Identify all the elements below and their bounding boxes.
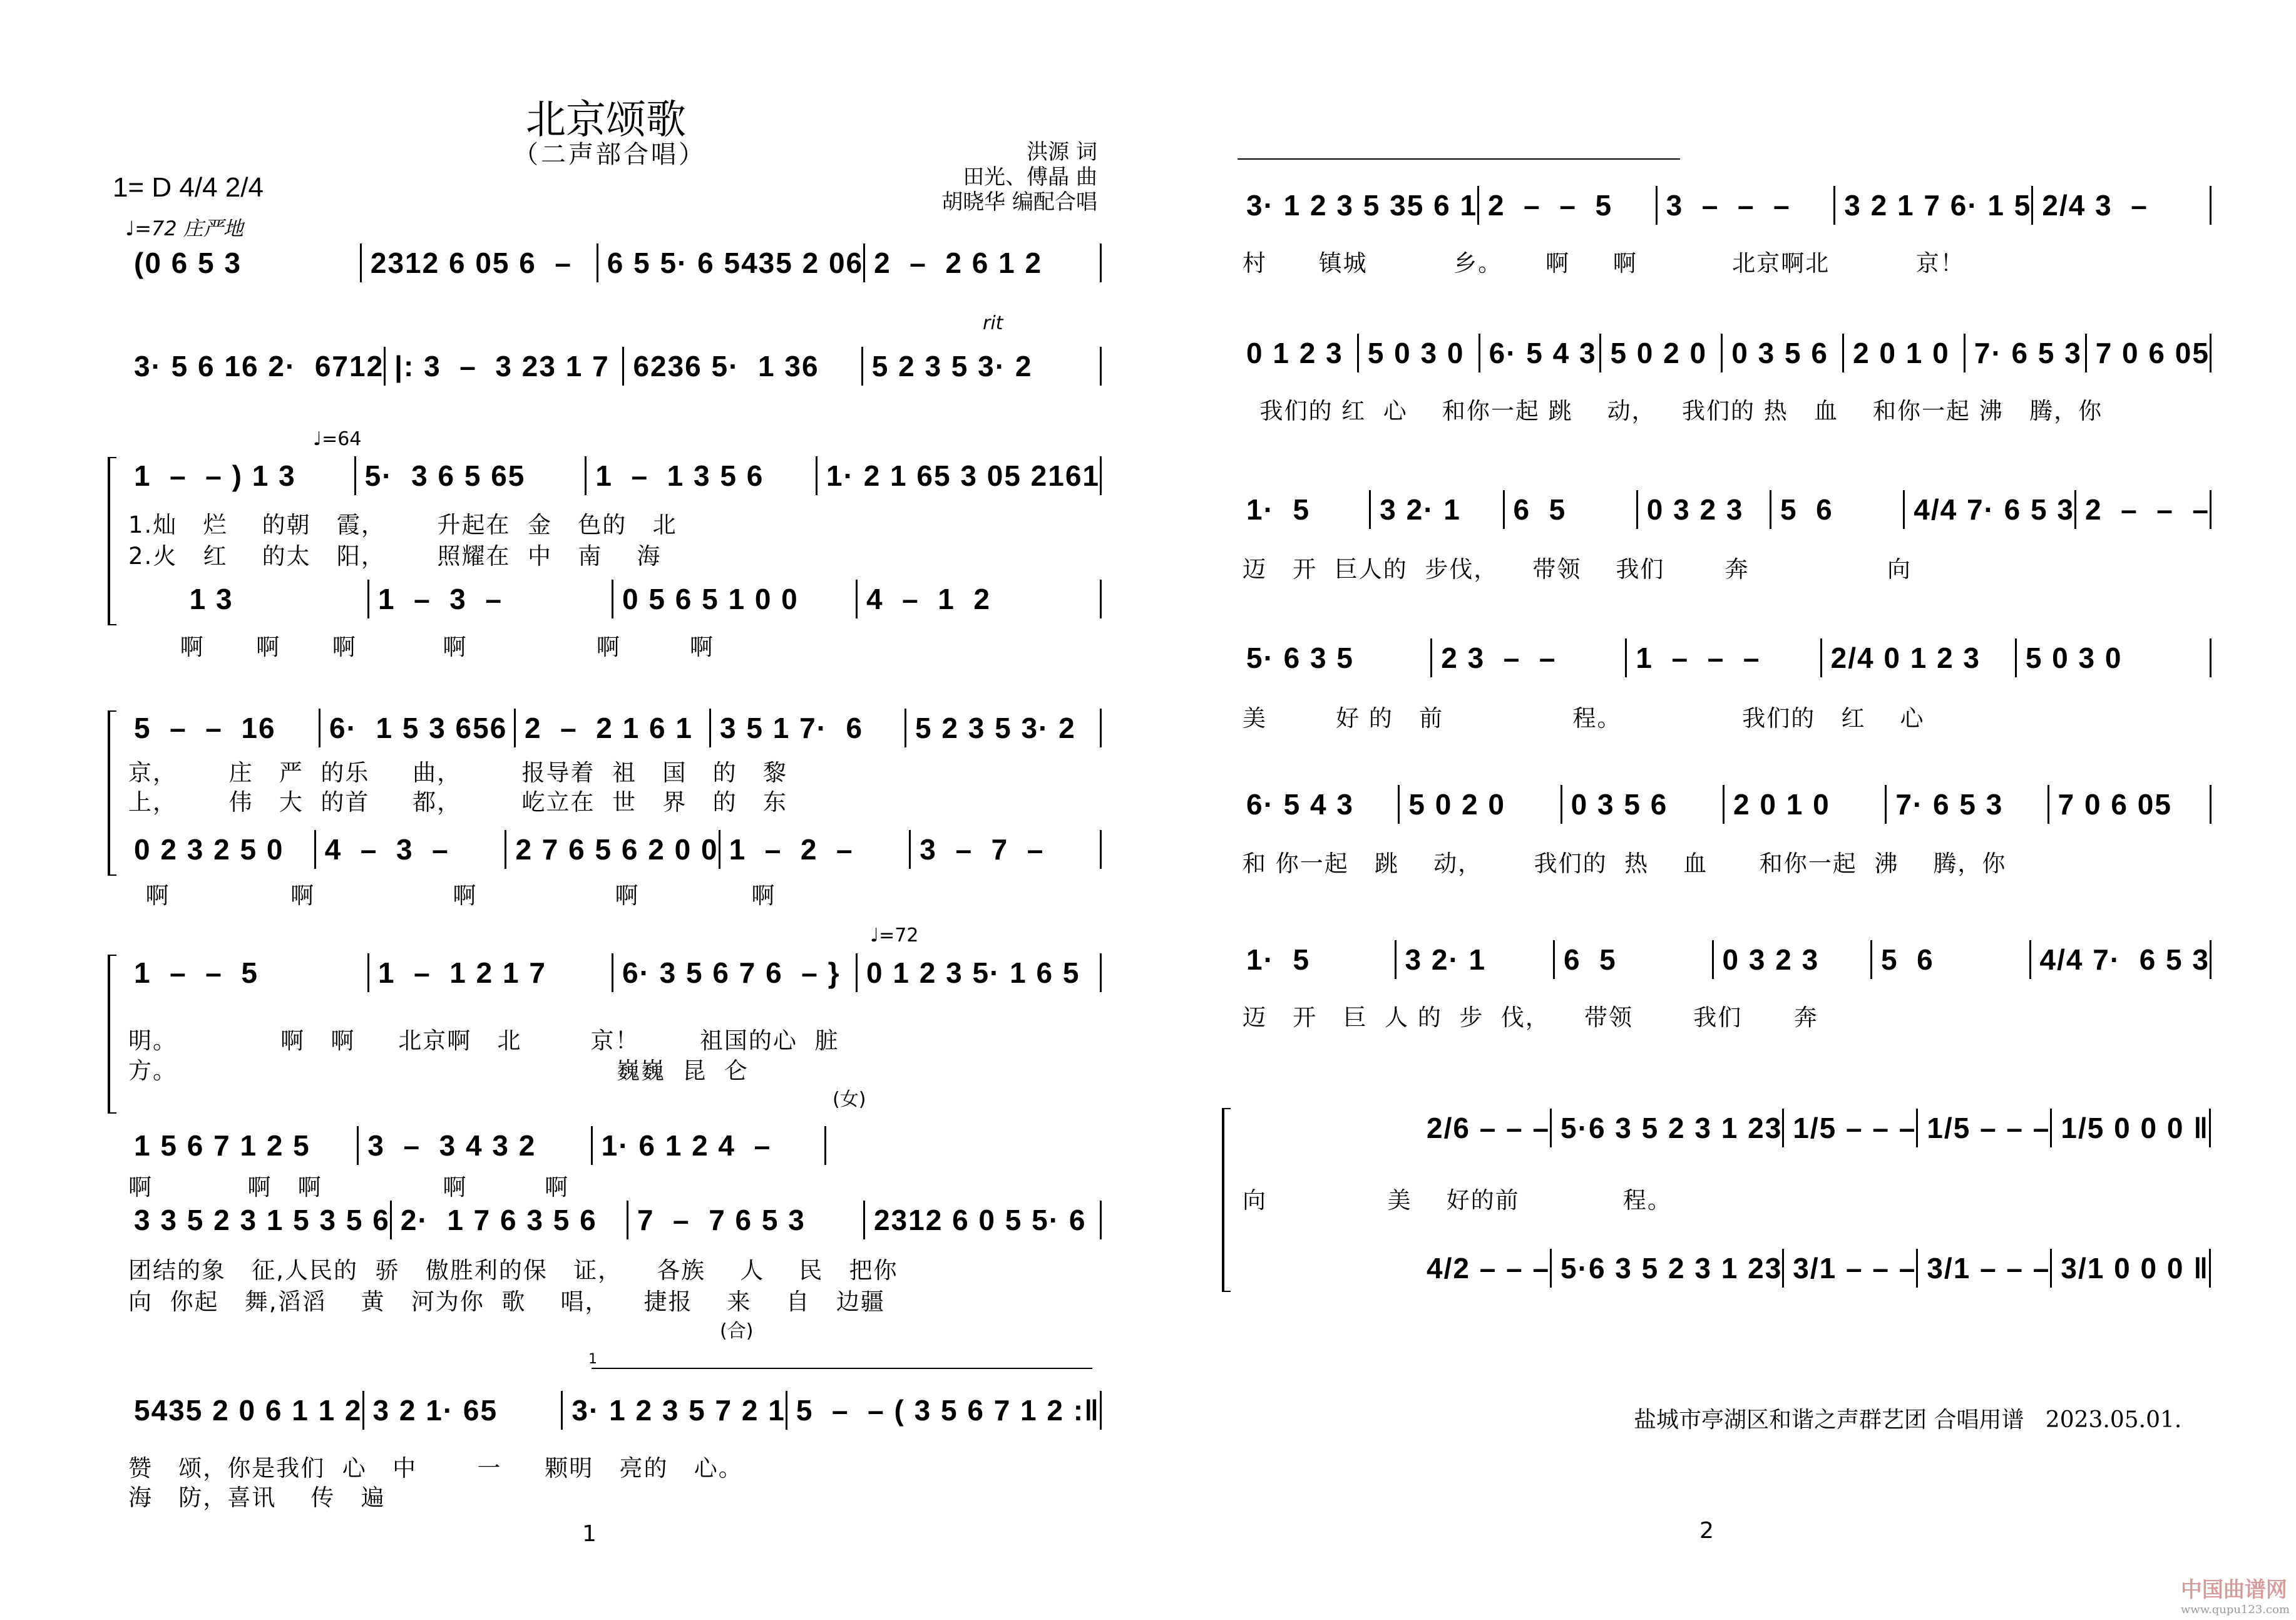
measure: 6 5 [1513, 493, 1567, 526]
measure: 3· 5 6 16 2· 6712 [134, 350, 384, 382]
measure: 3· 1 2 3 5 7 2 1 [571, 1394, 786, 1427]
measure: 3 2 1 7 6· 1 5 [1844, 189, 2032, 222]
measure: 1/5 0 0 0 ‖ [2061, 1112, 2210, 1144]
left-system-3 [125, 457, 1102, 495]
measure: 1 – 3 – [378, 583, 503, 615]
right-system-5 [1238, 786, 2211, 823]
arranger: 胡晓华 编配合唱 [941, 190, 1097, 215]
barline [2210, 490, 2211, 529]
measure: 0 5 6 5 1 0 0 [622, 583, 799, 615]
barline [1100, 347, 1102, 386]
lyrics-line: 团结的象 征,人民的 骄 傲胜利的保 证， 各族 人 民 把你 [128, 1257, 898, 1284]
measure: 1 – – ) 1 3 [134, 459, 296, 492]
barline [2210, 940, 2211, 979]
measure: 3 3 5 2 3 1 5 3 5 6 [134, 1204, 390, 1236]
tempo-marking: ♩=72 庄严地 [125, 217, 243, 240]
measure: 2312 6 05 6 – [370, 247, 573, 279]
measure: 5435 2 0 6 1 1 2 [134, 1394, 362, 1427]
measure: 5 6 [1881, 943, 1934, 976]
measure: 0 1 2 3 5· 1 6 5 [866, 956, 1080, 989]
measure: 6· 3 5 6 7 6 – } [622, 956, 841, 989]
left-system-10 [125, 1392, 1102, 1429]
measure: (0 6 5 3 [134, 247, 242, 279]
watermark-logo [2181, 1572, 2290, 1616]
barline [1100, 953, 1102, 992]
measure: 3 5 1 7· 6 [720, 712, 864, 744]
lyrics-line: 向 你起 舞,滔滔 黄 河为你 歌 唱， 捷报 来 自 边疆 [128, 1288, 885, 1315]
right-system-2 [1238, 334, 2211, 372]
tempo-64: ♩=64 [313, 428, 362, 450]
measure: 3/1 – – – [1927, 1252, 2051, 1284]
measure: 1/5 – – – [1793, 1112, 1917, 1144]
measure: 3/1 0 0 0 ‖ [2061, 1252, 2210, 1284]
measure: 3 2· 1 [1380, 493, 1461, 526]
barline [1100, 830, 1102, 869]
barline [2210, 334, 2211, 372]
barline [1100, 1391, 1102, 1430]
barline [2210, 186, 2211, 225]
measure: 7 0 6 05 [2095, 337, 2210, 369]
measure: 3/1 – – – [1793, 1252, 1917, 1284]
measure: 1 3 [134, 583, 233, 615]
left-system-2 [125, 347, 1102, 385]
measure: 0 2 3 2 5 0 [134, 833, 284, 866]
lyrics-line: 1.灿 烂 的朝 霞， 升起在 金 色的 北 [128, 511, 677, 538]
measure: 2/4 3 – [2042, 189, 2148, 222]
measure: 7· 6 5 3 [1974, 337, 2082, 369]
measure: 3 2· 1 [1405, 943, 1487, 976]
measure: 3 – – – [1666, 189, 1791, 222]
measure: 0 1 2 3 [1246, 337, 1343, 369]
measure: 4/4 7· 6 5 3 [1914, 493, 2074, 526]
lyrics-line: 向 美 好的前 程。 [1243, 1187, 1672, 1214]
measure: 4/2 – – – [1427, 1252, 1550, 1284]
measure: 3 2 1· 65 [372, 1394, 498, 1427]
footer-date: 2023.05.01. [2045, 1407, 2182, 1433]
measure: 1 – 1 2 1 7 [378, 956, 546, 989]
tempo-72: ♩=72 [870, 925, 919, 946]
measure: 3 – 3 4 3 2 [367, 1129, 536, 1162]
lyrics-line: 赞 颂，你是我们 心 中 一 颗明 亮的 心。 [128, 1455, 743, 1482]
footer-credit [1634, 1402, 2181, 1434]
watermark-name: 中国曲谱网 [2180, 1577, 2287, 1602]
barline [2210, 785, 2211, 824]
system-bracket [108, 710, 116, 876]
measure: 2/4 0 1 2 3 [1830, 642, 1981, 674]
barline [2209, 1249, 2211, 1288]
left-system-1 [125, 244, 1102, 282]
lyricist: 洪源 词 [1027, 140, 1097, 165]
measure: 2 3 – – [1441, 642, 1557, 674]
measure: 5· 6 3 5 [1246, 642, 1354, 674]
lyrics-line: 啊 啊 啊 啊 啊 [128, 882, 776, 909]
measure: 6· 1 5 3 656 [329, 712, 508, 744]
measure: 4 – 3 – [324, 833, 449, 866]
barline [1100, 1201, 1102, 1239]
key-signature: 1= D 4/4 2/4 [113, 172, 264, 203]
measure: 1 – 2 – [729, 833, 854, 866]
left-system-5 [125, 709, 1102, 747]
right-system-1 [1238, 187, 2211, 224]
measure: 1 5 6 7 1 2 5 [134, 1129, 310, 1162]
right-system-8 [1418, 1249, 2210, 1287]
right-system-6 [1238, 941, 2211, 978]
measure: 1· 5 [1246, 493, 1311, 526]
composer: 田光、傅晶 曲 [963, 165, 1097, 190]
song-title: 北京颂歌 [526, 97, 686, 143]
lyrics-line: 迈 开 巨 人 的 步 伐， 带领 我们 奔 [1243, 1004, 1818, 1031]
measure: 2 – – 5 [1488, 189, 1613, 222]
system-bracket [1222, 1108, 1231, 1292]
barline [824, 1126, 826, 1165]
measure: 3· 1 2 3 5 35 6 1 [1246, 189, 1478, 222]
measure: 2 0 1 0 [1733, 788, 1830, 821]
measure: 1· 6 1 2 4 – [601, 1129, 772, 1162]
left-system-6 [125, 831, 1102, 868]
right-system-7 [1418, 1109, 2210, 1147]
measure: |: 3 – 3 23 1 7 [394, 350, 610, 382]
volta-line [592, 1368, 1092, 1369]
lyrics-line: 京， 庄 严 的乐 曲， 报导着 祖 国 的 黎 [128, 759, 787, 786]
measure: 5 0 2 0 [1610, 337, 1708, 369]
measure: 1· 5 [1246, 943, 1311, 976]
lyrics-line: 我们的 红 心 和你一起 跳 动， 我们的 热 血 和你一起 沸 腾，你 [1243, 397, 2103, 424]
left-system-7 [125, 954, 1102, 992]
measure: 7· 6 5 3 [1895, 788, 2004, 821]
measure: 2 – 2 6 1 2 [874, 247, 1043, 279]
measure: 1· 2 1 65 3 05 2161 [826, 459, 1100, 492]
watermark-url: www.qupu123.com [2180, 1603, 2290, 1616]
measure: 2312 6 0 5 5· 6 [873, 1204, 1087, 1236]
measure: 5 6 [1780, 493, 1833, 526]
system-bracket [108, 955, 116, 1114]
page-top-line [1238, 158, 1680, 160]
barline [1100, 709, 1102, 747]
lyrics-line: 明。 啊 啊 北京啊 北 京！ 祖国的心 脏 [128, 1027, 839, 1054]
page-number-2: 2 [1699, 1518, 1714, 1544]
lyrics-line: 村 镇城 乡。 啊 啊 北京啊北 京！ [1243, 250, 1965, 277]
measure: 2/6 – – – [1427, 1112, 1550, 1144]
song-subtitle: （二声部合唱） [513, 140, 706, 169]
barline [1100, 244, 1102, 282]
volta-mark: 1 [588, 1351, 597, 1367]
measure: 7 – 7 6 5 3 [637, 1204, 806, 1236]
measure: 0 3 2 3 [1646, 493, 1744, 526]
measure: 6· 5 4 3 [1246, 788, 1354, 821]
barline [1100, 456, 1102, 495]
lyrics-line: 啊 啊 啊 啊 啊 [128, 1174, 570, 1201]
measure: 2 0 1 0 [1853, 337, 1950, 369]
lyrics-line: 啊 啊 啊 啊 啊 啊 [128, 633, 714, 660]
measure: 5 – – ( 3 5 6 7 1 2 :‖ [796, 1394, 1100, 1427]
measure: 5 0 3 0 [1367, 337, 1465, 369]
tutti-mark: (合) [720, 1320, 754, 1342]
measure: 4/4 7· 6 5 3 [2039, 943, 2210, 976]
measure: 5·6 3 5 2 3 1 23 [1561, 1112, 1783, 1144]
measure: 5· 3 6 5 65 [364, 459, 526, 492]
measure: 5 2 3 5 3· 2 [915, 712, 1076, 744]
measure: 6 5 5· 6 5435 2 06 [607, 247, 864, 279]
left-system-8 [125, 1127, 826, 1164]
measure: 2 – 2 1 6 1 [525, 712, 693, 744]
measure: 4 – 1 2 [866, 583, 992, 615]
lyrics-line: 上， 伟 大 的首 都， 屹立在 世 界 的 东 [128, 789, 787, 816]
barline [2209, 1109, 2211, 1147]
measure: 2 7 6 5 6 2 0 0 [515, 833, 719, 866]
measure: 0 3 2 3 [1722, 943, 1820, 976]
lyrics-line: 海 防，喜讯 传 遍 [128, 1484, 386, 1511]
left-system-4 [125, 580, 1102, 618]
lyrics-line: 2.火 红 的太 阳， 照耀在 中 南 海 [128, 543, 662, 570]
measure: 2 – – – [2084, 493, 2210, 526]
left-system-9 [125, 1201, 1102, 1239]
right-system-3 [1238, 491, 2211, 528]
barline [1100, 580, 1102, 618]
measure: 7 0 6 05 [2058, 788, 2172, 821]
measure: 3 – 7 – [920, 833, 1045, 866]
measure: 1 – – 5 [134, 956, 259, 989]
measure: 6 5 [1564, 943, 1617, 976]
measure: 5 0 3 0 [2025, 642, 2123, 674]
measure: 6· 5 4 3 [1489, 337, 1597, 369]
measure: 6236 5· 1 36 [633, 350, 819, 382]
measure: 2· 1 7 6 3 5 6 [400, 1204, 597, 1236]
system-bracket [108, 457, 116, 625]
right-system-4 [1238, 639, 2211, 677]
lyrics-line: 美 好 的 前 程。 我们的 红 心 [1243, 705, 1925, 732]
measure: 1 – – – [1636, 642, 1761, 674]
measure: 5·6 3 5 2 3 1 23 [1561, 1252, 1783, 1284]
measure: 0 3 5 6 [1731, 337, 1828, 369]
female-mark: (女) [833, 1089, 866, 1110]
barline [2210, 638, 2211, 677]
measure: 0 3 5 6 [1571, 788, 1668, 821]
measure: 1/5 – – – [1927, 1112, 2051, 1144]
rit-mark: rit [983, 312, 1003, 334]
measure: 5 – – 16 [134, 712, 276, 744]
lyrics-line: 迈 开 巨人的 步伐， 带领 我们 奔 向 [1243, 556, 1912, 583]
lyrics-line: 方。 巍巍 昆 仑 [128, 1057, 749, 1084]
lyrics-line: 和 你一起 跳 动， 我们的 热 血 和你一起 沸 腾，你 [1243, 850, 2007, 877]
measure: 5 2 3 5 3· 2 [871, 350, 1033, 382]
measure: 5 0 2 0 [1408, 788, 1506, 821]
measure: 1 – 1 3 5 6 [595, 459, 764, 492]
page-number-1: 1 [582, 1521, 597, 1547]
footer-org: 盐城市亭湖区和谐之声群艺团 合唱用谱 [1634, 1407, 2024, 1433]
